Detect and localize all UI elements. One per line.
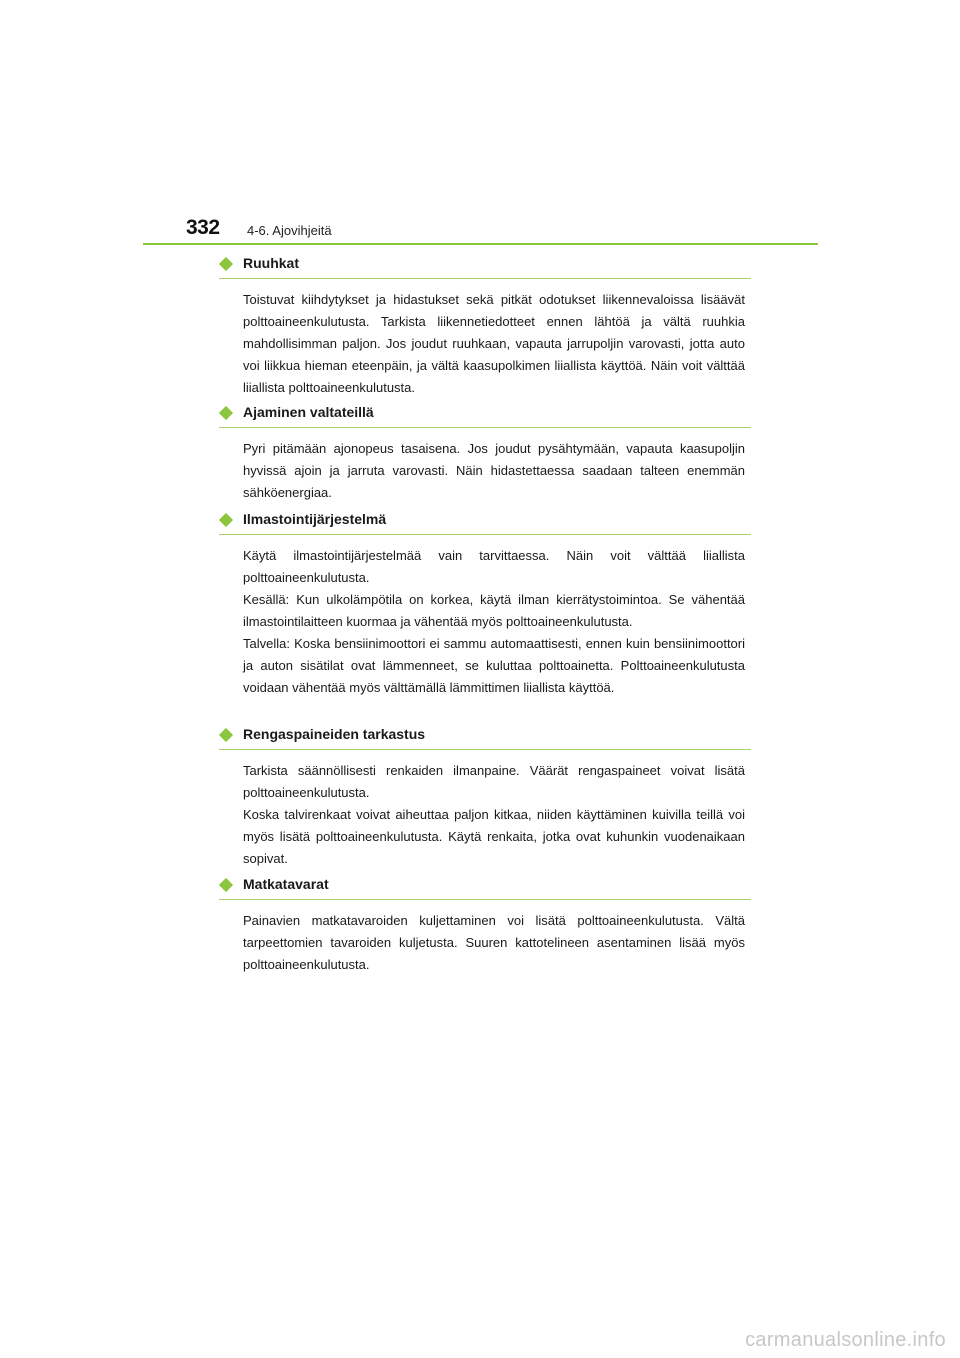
section-matkatavarat <box>219 876 751 976</box>
page-number: 332 <box>186 216 220 239</box>
section-title: Matkatavarat <box>243 876 329 892</box>
section-body <box>243 910 745 976</box>
diamond-bullet-icon <box>219 728 233 742</box>
section-rengaspaineiden-tarkastus <box>219 726 751 870</box>
paragraph: Kesällä: Kun ulkolämpötila on korkea, käytä ilman kierrätystoimintoa. Se vähentää ilmastointilaitteen kuormaa ja vähentää myös polttoaineenkulutusta. <box>243 592 745 629</box>
paragraph: Pyri pitämään ajonopeus tasaisena. Jos joudut pysähtymään, vapauta kaasupoljin hyvissä ajoin ja jarruta varovasti. Näin hidastettaessa saadaan talteen enemmän sähköenergiaa. <box>243 441 745 500</box>
section-ilmastointijarjestelma <box>219 511 751 699</box>
diamond-bullet-icon <box>219 406 233 420</box>
section-heading <box>219 511 751 535</box>
section-title: Ilmastointijärjestelmä <box>243 511 387 527</box>
chapter-title: 4-6. Ajovihjeitä <box>247 223 332 238</box>
section-body <box>243 545 745 699</box>
section-divider <box>219 899 751 900</box>
header-divider <box>143 243 818 245</box>
paragraph: Koska talvirenkaat voivat aiheuttaa paljon kitkaa, niiden käyttäminen kuivilla teillä voi myös lisätä polttoaineenkulutusta. Käytä renkaita, jotka ovat kuhunkin vuodenaikaan sopivat. <box>243 807 745 866</box>
section-heading <box>219 726 751 750</box>
paragraph: Talvella: Koska bensiinimoottori ei sammu automaattisesti, ennen kuin bensiinimoottori ja auton sisätilat ovat lämmenneet, se kuluttaa polttoainetta. Polttoaineenkulutusta voidaan vähentää myös välttämällä lämmittimen liiallista käyttöä. <box>243 636 745 695</box>
section-title: Ajaminen valtateillä <box>243 404 374 420</box>
section-divider <box>219 427 751 428</box>
section-title: Rengaspaineiden tarkastus <box>243 726 426 742</box>
section-divider <box>219 278 751 279</box>
section-body <box>243 438 745 504</box>
section-body <box>243 289 745 399</box>
watermark: carmanualsonline.info <box>745 1329 946 1351</box>
section-title: Ruuhkat <box>243 255 299 271</box>
section-heading <box>219 255 751 279</box>
section-body <box>243 760 745 870</box>
diamond-bullet-icon <box>219 878 233 892</box>
paragraph: Käytä ilmastointijärjestelmää vain tarvittaessa. Näin voit välttää liiallista polttoaineenkulutusta. <box>243 548 745 585</box>
diamond-bullet-icon <box>219 257 233 271</box>
section-divider <box>219 749 751 750</box>
section-divider <box>219 534 751 535</box>
page-header <box>186 216 826 242</box>
diamond-bullet-icon <box>219 513 233 527</box>
section-ruuhkat <box>219 255 751 399</box>
paragraph: Painavien matkatavaroiden kuljettaminen voi lisätä polttoaineenkulutusta. Vältä tarpeettomien tavaroiden kuljetusta. Suuren kattotelineen asentaminen lisää myös polttoaineenkulutusta. <box>243 913 745 972</box>
paragraph: Toistuvat kiihdytykset ja hidastukset sekä pitkät odotukset liikennevaloissa lisäävät polttoaineenkulutusta. Tarkista liikennetiedotteet ennen lähtöä ja vältä ruuhkia mahdollisimman paljon. Jos joudut ruuhkaan, vapauta jarrupoljin varovasti, jotta auto voi liikkua hieman eteenpäin, ja vältä kaasupolkimen liiallista käyttöä. Näin voit välttää liiallista polttoaineenkulutusta. <box>243 292 745 395</box>
paragraph: Tarkista säännöllisesti renkaiden ilmanpaine. Väärät rengaspaineet voivat lisätä polttoaineenkulutusta. <box>243 763 745 800</box>
section-heading <box>219 404 751 428</box>
section-heading <box>219 876 751 900</box>
section-ajaminen-valtateilla <box>219 404 751 504</box>
